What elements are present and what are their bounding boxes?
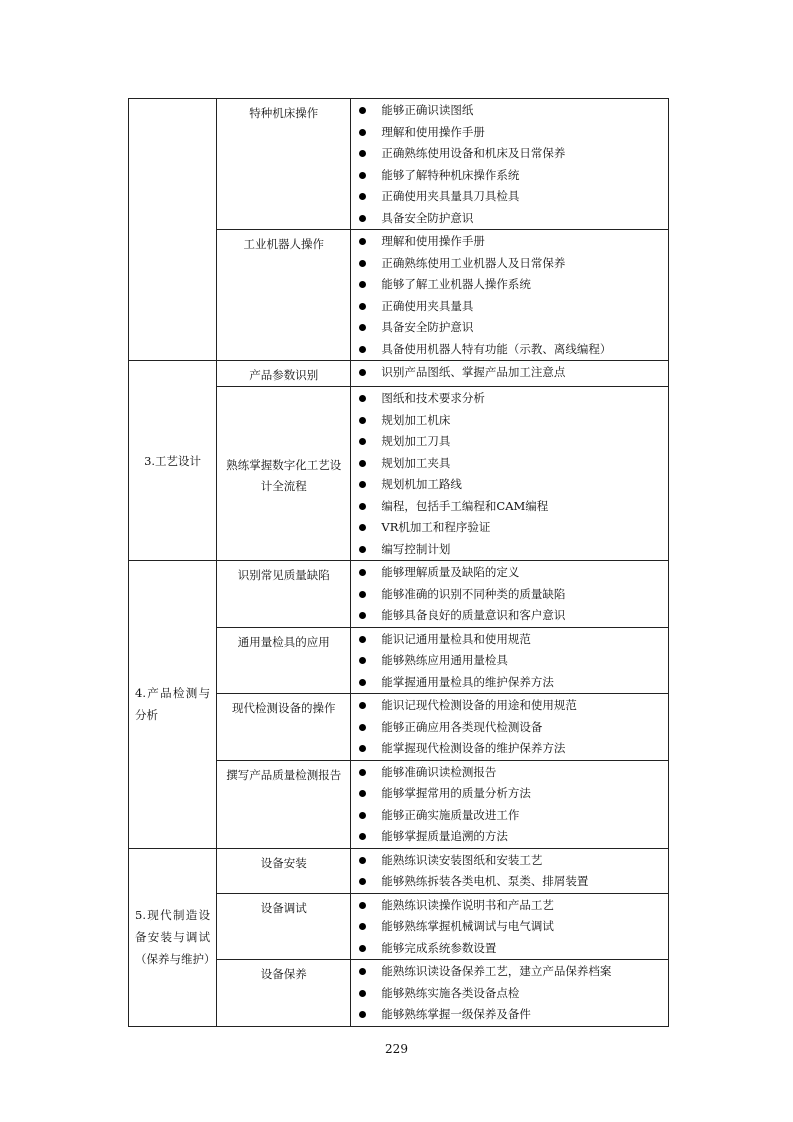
section-title: 3.工艺设计 xyxy=(144,453,202,468)
bullet-list xyxy=(351,361,668,384)
item-points-cell xyxy=(351,361,669,387)
item-name-cell xyxy=(217,387,351,561)
list-item: 能够了解特种机床操作系统 xyxy=(351,165,668,187)
list-item: 能够熟练实施各类设备点检 xyxy=(351,983,668,1005)
item-name: 撰写产品质量检测报告 xyxy=(226,767,342,782)
list-item: 能够正确实施质量改进工作 xyxy=(351,805,668,827)
item-name-cell xyxy=(217,99,351,230)
list-item: 识别产品图纸、掌握产品加工注意点 xyxy=(351,362,668,384)
table-row xyxy=(129,99,669,230)
list-item: 能够准确的识别不同种类的质量缺陷 xyxy=(351,584,668,606)
list-item: 能够熟练掌握一级保养及备件 xyxy=(351,1004,668,1026)
list-item: 图纸和技术要求分析 xyxy=(351,388,668,410)
list-item: 正确使用夹具量具 xyxy=(351,296,668,318)
item-points-cell xyxy=(351,848,669,893)
item-name: 工业机器人操作 xyxy=(243,237,325,251)
item-points-cell xyxy=(351,893,669,960)
item-name: 识别常见质量缺陷 xyxy=(237,568,330,582)
bullet-list xyxy=(351,561,668,627)
list-item: 能够完成系统参数设置 xyxy=(351,938,668,960)
table-row xyxy=(129,848,669,893)
list-item: 能熟练识读操作说明书和产品工艺 xyxy=(351,895,668,917)
list-item: 规划加工夹具 xyxy=(351,453,668,475)
bullet-list xyxy=(351,694,668,760)
list-item: 能熟练识读安装图纸和安装工艺 xyxy=(351,850,668,872)
item-points-cell xyxy=(351,694,669,761)
item-name: 通用量检具的应用 xyxy=(237,634,330,649)
bullet-list xyxy=(351,628,668,694)
list-item: 能识记通用量检具和使用规范 xyxy=(351,629,668,651)
list-item: 能够熟练掌握机械调试与电气调试 xyxy=(351,916,668,938)
list-item: 具备安全防护意识 xyxy=(351,208,668,230)
item-name-cell xyxy=(217,627,351,694)
bullet-list xyxy=(351,230,668,360)
item-name: 设备保养 xyxy=(260,967,307,981)
table-body xyxy=(129,99,669,1027)
item-name-cell xyxy=(217,230,351,361)
item-name: 产品参数识别 xyxy=(249,368,319,382)
list-item: 规划加工刀具 xyxy=(351,431,668,453)
list-item: 能够正确识读图纸 xyxy=(351,100,668,122)
list-item: 理解和使用操作手册 xyxy=(351,122,668,144)
table-row xyxy=(129,361,669,387)
item-name-cell xyxy=(217,361,351,387)
list-item: 能熟练识读设备保养工艺，建立产品保养档案 xyxy=(351,961,668,983)
section-title: 4.产品检测与分析 xyxy=(135,686,211,723)
section-title: 5.现代制造设备安装与调试（保养与维护） xyxy=(135,908,216,966)
bullet-list xyxy=(351,99,668,229)
list-item: 正确熟练使用设备和机床及日常保养 xyxy=(351,143,668,165)
list-item: 能识记现代检测设备的用途和使用规范 xyxy=(351,695,668,717)
item-name: 设备调试 xyxy=(260,900,307,915)
list-item: 编程，包括手工编程和CAM编程 xyxy=(351,496,668,518)
list-item: VR机加工和程序验证 xyxy=(351,517,668,539)
item-name-cell xyxy=(217,694,351,761)
list-item: 能够了解工业机器人操作系统 xyxy=(351,274,668,296)
section-title-cell xyxy=(129,561,217,849)
list-item: 能掌握通用量检具的维护保养方法 xyxy=(351,672,668,694)
page-number: 229 xyxy=(385,1042,408,1056)
section-title-cell xyxy=(129,848,217,1026)
list-item: 正确使用夹具量具刀具检具 xyxy=(351,186,668,208)
bullet-list xyxy=(351,894,668,960)
bullet-list xyxy=(351,761,668,848)
curriculum-table xyxy=(128,98,669,1027)
list-item: 能够具备良好的质量意识和客户意识 xyxy=(351,605,668,627)
item-points-cell xyxy=(351,960,669,1027)
list-item: 能掌握现代检测设备的维护保养方法 xyxy=(351,738,668,760)
list-item: 理解和使用操作手册 xyxy=(351,231,668,253)
item-name-cell xyxy=(217,848,351,893)
list-item: 能够准确识读检测报告 xyxy=(351,762,668,784)
list-item: 能够熟练应用通用量检具 xyxy=(351,650,668,672)
list-item: 能够掌握常用的质量分析方法 xyxy=(351,783,668,805)
item-name: 特种机床操作 xyxy=(249,106,319,120)
item-points-cell xyxy=(351,99,669,230)
item-name-cell xyxy=(217,893,351,960)
section-title-cell xyxy=(129,361,217,561)
bullet-list xyxy=(351,849,668,893)
item-points-cell xyxy=(351,760,669,848)
list-item: 能够熟练拆装各类电机、泵类、排屑装置 xyxy=(351,871,668,893)
item-name: 设备安装 xyxy=(260,855,307,870)
list-item: 能够掌握质量追溯的方法 xyxy=(351,826,668,848)
list-item: 正确熟练使用工业机器人及日常保养 xyxy=(351,253,668,275)
list-item: 能够正确应用各类现代检测设备 xyxy=(351,717,668,739)
list-item: 能够理解质量及缺陷的定义 xyxy=(351,562,668,584)
item-name-cell xyxy=(217,561,351,628)
item-points-cell xyxy=(351,230,669,361)
bullet-list xyxy=(351,387,668,560)
table-row xyxy=(129,561,669,628)
list-item: 具备安全防护意识 xyxy=(351,317,668,339)
item-points-cell xyxy=(351,387,669,561)
item-name: 熟练掌握数字化工艺设计全流程 xyxy=(226,457,342,493)
list-item: 具备使用机器人特有功能（示教、离线编程） xyxy=(351,339,668,361)
list-item: 编写控制计划 xyxy=(351,539,668,561)
item-name-cell xyxy=(217,960,351,1027)
list-item: 规划加工机床 xyxy=(351,410,668,432)
item-points-cell xyxy=(351,561,669,628)
item-name: 现代检测设备的操作 xyxy=(232,701,336,715)
item-name-cell xyxy=(217,760,351,848)
item-points-cell xyxy=(351,627,669,694)
list-item: 规划机加工路线 xyxy=(351,474,668,496)
section-title-cell xyxy=(129,99,217,361)
bullet-list xyxy=(351,960,668,1026)
